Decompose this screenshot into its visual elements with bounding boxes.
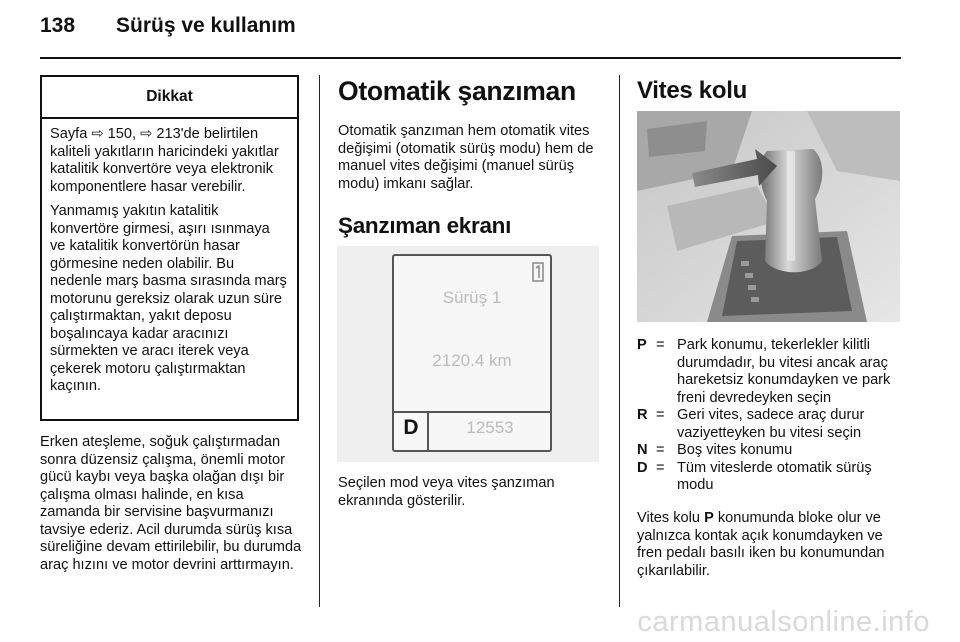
legend-key: P (637, 337, 647, 353)
right-note (637, 510, 903, 580)
legend-text: Boş vites konumu (677, 442, 793, 458)
warning-box (40, 75, 299, 421)
display-odometer: 12553 (466, 418, 514, 437)
legend-equals: = (656, 442, 665, 458)
legend-key: D (637, 459, 648, 476)
legend-equals: = (656, 337, 665, 353)
legend-row-n (637, 442, 902, 460)
display-gear-indicator: D (403, 416, 419, 439)
heading-otomatik-sanziman: Otomatik şanzıman (338, 76, 576, 106)
display-divider (394, 411, 550, 413)
display-panel (392, 254, 552, 452)
column-divider-left (319, 75, 320, 607)
display-trip-distance: 2120.4 km (432, 351, 512, 370)
watermark: carmanualsonline.info (637, 606, 930, 638)
warning-title: Dikkat (42, 77, 297, 119)
legend-text: Geri vites, sadece araç durur vaziyetteyken bu vitesi seçin (677, 407, 865, 441)
legend-equals: = (656, 407, 665, 423)
middle-caption-text: Seçilen mod veya vites şanzıman ekranında gösterilir. (338, 475, 555, 509)
page-number: 138 (40, 14, 76, 37)
manual-mode-icon (532, 262, 544, 282)
display-drive-mode: Sürüş 1 (442, 288, 502, 307)
warning-paragraph-2: Yanmamış yakıtın katalitik konvertöre girmesi, aşırı ısınmaya ve katalitik konvertörün hasar görmesine neden olabilir. Bu nedenle marş basma sırasında marş motorunu gereksiz olarak uzun süre çalıştırmaktan, yakıt deposu boşalıncaya kadar aracınızı sürmekten ve aracı iterek veya çekerek motoru çalıştırmaktan kaçının. (50, 203, 287, 394)
middle-intro (338, 123, 608, 193)
note-post: konumunda bloke olur ve yalnızca kontak açık konumdayken ve fren pedalı basılı iken bu konumundan çıkarılabilir. (637, 510, 885, 579)
note-pre: Vites kolu (637, 510, 705, 526)
header-rule (40, 57, 901, 59)
heading-vites-kolu: Vites kolu (637, 77, 747, 104)
transmission-display-figure (337, 246, 599, 462)
legend-text: Park konumu, tekerlekler kilitli durumdadır, bu vitesi ancak araç hareketsiz konumdayken ve park freni devredeyken seçin (677, 337, 891, 406)
note-key: P (704, 510, 714, 526)
legend-key: N (637, 442, 648, 458)
display-separator (427, 411, 429, 452)
left-body-text (40, 434, 306, 574)
legend-key: R (637, 407, 648, 423)
left-paragraph: Erken ateşleme, soğuk çalıştırmadan sonra düzensiz çalışma, önemli motor gücü kaybı veya başka olağan dışı bir çalışma olması halinde, en kısa zamanda bir servisine başvurmanızı tavsiye ederiz. Acil durumda sürüş kısa süreliğine devam ettirilebilir, bu durumda araç hızını ve motor devrini arttırmayın. (40, 434, 302, 573)
gear-lever-image (637, 111, 900, 322)
warning-paragraph-1: Sayfa ⇨ 150, ⇨ 213'de belirtilen kaliteli yakıtların haricindeki yakıtlar katalitik konvertöre veya elektronik komponentlere hasar verebilir. (50, 126, 279, 195)
right-note-text (637, 510, 903, 580)
column-divider-right (619, 75, 620, 607)
legend-equals: = (656, 459, 665, 476)
legend-row-p (637, 337, 902, 407)
gear-legend (637, 337, 902, 495)
middle-intro-text: Otomatik şanzıman hem otomatik vites değişimi (otomatik sürüş modu) hem de manuel vites değişimi (manuel sürüş modu) imkanı sağlar. (338, 123, 594, 192)
section-title: Sürüş ve kullanım (116, 14, 296, 37)
legend-row-d (637, 460, 902, 495)
heading-sanziman-ekrani: Şanzıman ekranı (338, 213, 512, 238)
middle-caption (338, 475, 608, 510)
legend-text: Tüm viteslerde otomatik sürüş modu (677, 459, 872, 493)
warning-body (42, 119, 297, 396)
legend-row-r (637, 407, 902, 442)
